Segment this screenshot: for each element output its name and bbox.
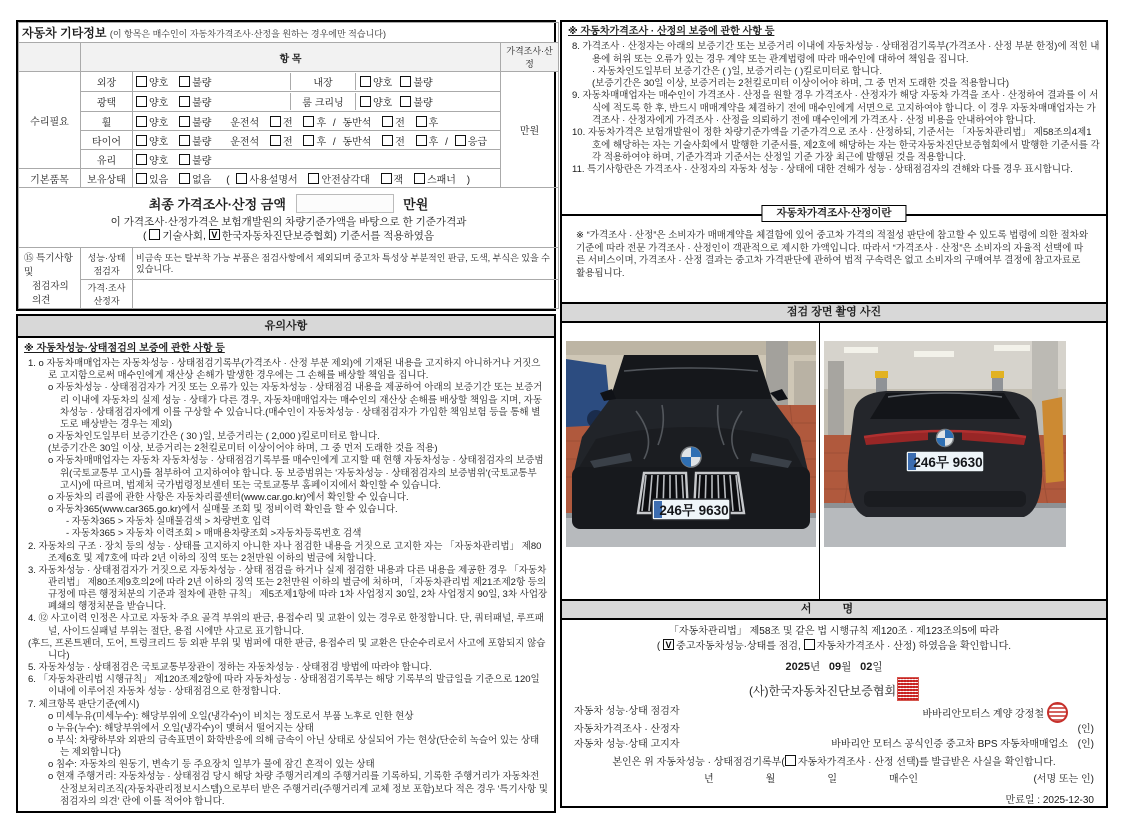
room-cleaning-label: 룸 크리닝	[290, 93, 356, 110]
tire-driver-front-checkbox[interactable]	[270, 135, 281, 146]
checkbox-label: 양호	[149, 155, 169, 167]
note-line: 6. 「자동차관리법 시행규칙」 제120조제2항에 따라 자동차성능 · 상태점검기록부는 해당 기록부의 발급일을 기준으로 120일 이내에 이루어진 자동차 성능 · 상태점검으로 한정합니다.	[28, 674, 540, 698]
final-price-input[interactable]	[296, 194, 394, 213]
checkbox-label: 불량	[413, 78, 433, 89]
note-line: 2. 자동차의 구조 · 장치 등의 성능 · 상태를 고지하지 아니한 자나 점검한 내용을 거짓으로 고지한 자는 「자동차관리법」 제80조제6호 및 제7호에 따라 2년 이하의 징역 또는 2천만원 이하의 벌금에 처합니다.	[28, 540, 542, 564]
checkbox-label: 전	[395, 117, 405, 129]
room-good-checkbox[interactable]	[360, 96, 371, 107]
interior-bad-checkbox[interactable]	[400, 76, 411, 87]
front-plate-number: 246무 9630	[658, 503, 729, 518]
inspection-photos	[562, 323, 1106, 599]
final-price-label: 최종 가격조사·산정 금액	[148, 197, 286, 212]
checkbox-label: 불량	[192, 136, 212, 148]
note-line: 3. 자동차성능 · 상태점검자가 거짓으로 자동차성능 · 상태 점검을 하거나 실제 점검한 내용과 다른 내용을 제공한 경우 「자동차관리법」 제80조제9호의2에 따라 2년 이하의 징역 또는 2천만원 이하의 벌금에 처하며, 「자동차관리법 제21조제2항 등의 규정에 따른 행정처분의 기준과 절차에 관한 규칙」 제5조제1항에 따라 1차 사업정지 30일, 2차 사업정지 90일, 3차 사업장 폐쇄의 행정처분을 받습니다.	[28, 564, 548, 613]
checkbox-label: 양호	[373, 78, 393, 89]
signature-law-line: 「자동차관리법」 제58조 및 같은 법 시행규칙 제120조 · 제123조의5에 따라	[668, 626, 1000, 637]
appraiser-opinion-text	[133, 280, 559, 309]
driver-seat-label: 운전석	[230, 136, 260, 148]
wheel-passenger-rear-checkbox[interactable]	[416, 116, 427, 127]
notifier-row	[574, 738, 1094, 753]
organization-name: (사)한국자동차진단보증협회	[748, 684, 897, 698]
spanner-checkbox[interactable]	[414, 173, 425, 184]
note-line: o 침수: 자동차의 원동기, 변속기 등 주요장치 일부가 물에 잠긴 흔적이 있는 상태	[48, 759, 375, 771]
price-guarantee-section	[562, 22, 1106, 216]
tire-label: 타이어	[81, 131, 133, 150]
checkbox-label: 불량	[192, 78, 212, 89]
checkbox-label: 전	[395, 136, 405, 148]
passenger-seat-label: 동반석	[342, 136, 372, 148]
checkbox-label: 응급	[467, 136, 488, 148]
wheel-row	[133, 112, 501, 131]
checkbox-label: 사용설명서	[249, 174, 298, 186]
performance-checked-checkbox-icon[interactable]	[663, 639, 674, 650]
triangle-checkbox[interactable]	[308, 173, 319, 184]
org-seal-stamp-icon	[897, 677, 919, 701]
inspector-row	[574, 702, 1094, 723]
vehicle-extra-info-table	[16, 20, 556, 311]
note-line: o 자동차365(www.car365.go.kr)에서 실매물 조회 및 정비이력 확인을 할 수 있습니다.	[48, 504, 398, 516]
price-guarantee-subheader: ※ 자동차가격조사 · 산정의 보증에 관한 사항 등	[568, 26, 775, 37]
note-line: o 미세누유(미세누수): 해당부위에 오일(냉각수)이 비치는 정도로서 부품 노후로 인한 현상	[48, 710, 414, 722]
exterior-good-checkbox[interactable]	[136, 76, 147, 87]
interior-label: 내장	[290, 73, 356, 90]
polish-label: 광택	[81, 92, 133, 112]
checkbox-label: 스패너	[426, 174, 456, 186]
wheel-label: 휠	[81, 112, 133, 131]
left-column	[16, 20, 556, 813]
inspector-opinion-label: 성능·상태점검자	[81, 248, 133, 280]
tech-society-checkbox[interactable]	[149, 229, 160, 240]
checkbox-label: 후	[428, 117, 439, 129]
note-line: 8. 가격조사 · 산정자는 아래의 보증기간 또는 보증거리 이내에 자동차성능 · 상태점검기록부(가격조사 · 산정 부분 한정)에 적힌 내용에 허위 또는 오류가 있는 경우 계약 또는 관계법령에 따라 매수인에 대하여 책임을 집니다.	[572, 41, 1100, 65]
cautions-box	[16, 314, 556, 813]
buyer-month-label: 월	[765, 774, 776, 785]
organization-line	[574, 677, 1094, 702]
polish-bad-checkbox[interactable]	[179, 96, 190, 107]
final-price-cell	[19, 188, 559, 248]
checkbox-label: 양호	[149, 136, 169, 148]
paren: (	[656, 641, 664, 652]
wheel-good-checkbox[interactable]	[136, 116, 147, 127]
confirm-text: )를 발급받은 사실을 확인합니다.	[915, 757, 1056, 768]
front-license-plate	[652, 499, 730, 520]
right-column	[560, 20, 1108, 808]
checkbox-label: 없음	[192, 174, 212, 186]
tire-emergency-checkbox[interactable]	[455, 135, 466, 146]
buyer-year-label: 년	[704, 774, 714, 785]
price-amount-cell: 만원	[501, 72, 559, 188]
wheel-bad-checkbox[interactable]	[179, 116, 190, 127]
have-checkbox[interactable]	[136, 173, 147, 184]
kada-checked-checkbox-icon[interactable]	[209, 229, 220, 240]
cautions-lines	[24, 358, 548, 808]
header-item: 항 목	[81, 43, 501, 72]
basic-items-label: 기본품목	[19, 169, 81, 188]
cautions-header: 유의사항	[18, 316, 554, 338]
checkbox-label: 양호	[373, 98, 393, 109]
tire-bad-checkbox[interactable]	[179, 135, 190, 146]
appraiser-row	[574, 723, 1094, 738]
special-notes-label: ⑮ 특기사항 및 점검자의 의견	[19, 248, 81, 309]
tire-passenger-front-checkbox[interactable]	[382, 135, 393, 146]
header-price-column: 가격조사·산정	[501, 43, 559, 72]
appraiser-opinion-label: 가격·조사산정자	[81, 280, 133, 309]
paren: )	[466, 174, 471, 186]
checkbox-label: 기술사회,	[162, 230, 209, 242]
front-photo-cell	[562, 323, 820, 599]
note-line: 11. 특기사항란은 가격조사 · 산정자의 자동차 성능 · 상태에 대한 견해가 성능 · 상태점검자의 견해와 다를 경우 표시합니다.	[572, 164, 1073, 176]
checkbox-label: 자동차가격조사 · 산정 선택	[797, 757, 916, 768]
manual-checkbox[interactable]	[236, 173, 247, 184]
checkbox-label: 한국자동차진단보증협회) 기준서를 적용하였음	[221, 230, 435, 242]
tire-row	[133, 131, 501, 150]
jack-checkbox[interactable]	[381, 173, 392, 184]
notifier-row-label: 자동차 성능·상태 고지자	[574, 738, 680, 750]
note-line: (보증기간은 30일 이상, 보증거리는 2천킬로미터 이상이어야 하며, 그 중 먼저 도래한 것을 적용합니다)	[592, 78, 1010, 90]
signature-check-line	[574, 639, 1094, 654]
price-definition-text: ※ “가격조사 · 산정”은 소비자가 매매계약을 체결함에 있어 중고차 가격의 적절성 판단에 참고할 수 있도록 법령에 의한 절차와 기준에 따라 전문 가격조사 · 산정인이 객관적으로 제시한 가액입니다. 따라서 “가격조사 · 산정”은 소비자의 자율적 선택에 따른 서비스이며, 가격조사 · 산정 결과는 중고차 가격판단에 관하여 법적 구속력은 없고 소비자의 구매여부 결정에 참고자료로 활용됩니다.	[576, 230, 1088, 279]
right-box	[560, 20, 1108, 808]
note-line: o 누유(누수): 해당부위에서 오일(냉각수)이 맺혀서 떨어지는 상태	[48, 722, 314, 734]
rear-license-plate	[906, 451, 984, 472]
note-line: · 자동차인도일부터 보증기간은 ( )일, 보증거리는 ( )킬로미터로 합니다.	[592, 65, 882, 77]
passenger-seat-label: 동반석	[342, 117, 372, 129]
inspection-photos-header: 점검 장면 촬영 사진	[562, 302, 1106, 323]
glass-label: 유리	[81, 150, 133, 169]
checkbox-label: 후	[316, 117, 327, 129]
checkbox-label: 불량	[192, 98, 212, 109]
appraiser-row-label: 자동차가격조사 · 산정자	[574, 724, 680, 735]
checkbox-label: 양호	[149, 117, 169, 129]
note-line: 9. 자동차매매업자는 매수인이 가격조사 · 산정을 원할 경우 가격조사 · 산정자가 해당 자동차 가격을 조사 · 산정하여 결과를 이 서식에 적도록 한 후, 반드시 매매계약을 체결하기 전에 매수인에게 서면으로 고지하여야 합니다. 이 경우 자동차매매업자는 가격조사 · 산정자에게 가격조사 · 산정을 의뢰하기 전에 매수인에게 가격조사 · 산정 비용을 안내하여야 합니다.	[572, 90, 1099, 127]
basic-items-row	[133, 169, 501, 188]
polish-row	[133, 92, 501, 112]
rear-photo-cell	[820, 323, 1106, 599]
checkbox-label: 후	[316, 136, 327, 148]
driver-seat-label: 운전석	[230, 117, 260, 129]
price-appraisal-checkbox[interactable]	[804, 639, 815, 650]
slash: /	[332, 117, 336, 129]
price-basis-line2	[19, 229, 558, 243]
bmw-roundel-rear	[937, 430, 954, 447]
note-line: 4. ⑫ 사고이력 인정은 사고로 자동차 주요 골격 부위의 판금, 용접수리 및 교환이 있는 경우로 한정합니다. 단, 쿼터패널, 루프패널, 사이드실패널 부위는 절단, 용접 시에만 사고로 표기합니다.	[28, 613, 544, 637]
note-line: 5. 자동차성능 · 상태점검은 국토교통부장관이 정하는 자동차성능 · 상태점검 방법에 따라야 합니다.	[28, 662, 432, 674]
confirm-text: 본인은 위 자동차성능 · 상태점검기록부(	[612, 757, 785, 768]
price-guarantee-lines	[568, 41, 1100, 176]
interior-good-checkbox[interactable]	[360, 76, 371, 87]
buyer-sign-label: (서명 또는 인)	[1033, 774, 1094, 785]
checkbox-label: 불량	[413, 98, 433, 109]
rear-photo	[824, 341, 1066, 547]
inspector-row-label: 자동차 성능·상태 점검자	[574, 706, 680, 718]
slash: /	[332, 136, 336, 148]
buyer-day-label: 일	[827, 774, 838, 785]
checkbox-label: 후	[428, 136, 439, 148]
note-line: (후드, 프론트펜더, 도어, 트렁크리드 등 외판 부위 및 범퍼에 대한 판금, 용접수리 및 교환은 단순수리로서 사고에 포함되지 않습니다)	[28, 637, 546, 661]
polish-good-checkbox[interactable]	[136, 96, 147, 107]
wheel-driver-front-checkbox[interactable]	[270, 116, 281, 127]
nothave-checkbox[interactable]	[179, 173, 190, 184]
exterior-label: 외장	[81, 72, 133, 92]
seal-suffix: (인)	[1077, 724, 1094, 735]
final-price-unit: 만원	[403, 197, 429, 212]
inspector-opinion-text: 비금속 또는 탈부착 가능 부품은 점검사항에서 제외되며 중고차 특성상 부분적인 판금, 도색, 부식은 있을 수 있습니다.	[133, 248, 559, 280]
checkbox-label: 전	[282, 136, 293, 148]
glass-row	[133, 150, 501, 169]
note-line: o 자동차인도일부터 보증기간은 ( 30 )일, 보증거리는 ( 2,000 )킬로미터로 합니다.	[48, 431, 380, 443]
wheel-passenger-front-checkbox[interactable]	[382, 116, 393, 127]
room-bad-checkbox[interactable]	[400, 96, 411, 107]
table-title-note: (이 항목은 매수인이 자동차가격조사·산정을 원하는 경우에만 적습니다)	[109, 29, 386, 39]
signature-section	[562, 620, 1106, 806]
buyer-confirm-line	[574, 755, 1094, 770]
price-basis-line1: 이 가격조사·산정가격은 보험개발원의 차량기준가액을 바탕으로 한 기준가격과	[110, 216, 467, 228]
glass-good-checkbox[interactable]	[136, 154, 147, 165]
note-line: 10. 자동차가격은 보험개발원이 정한 차량기준가액을 기준가격으로 조사 · 산정하되, 기준서는 「자동차관리법」 제58조의4제1호에 해당하는 자는 기술사회에서 발행한 기준서를, 제2호에 해당하는 자는 한국자동차진단보증협회에서 발행한 기준서를 각각 적용하여야 하며, 기준가격과 기준서는 산정일 기준 가장 최근에 발행된 것을 적용합니다.	[572, 127, 1100, 163]
header-empty	[19, 43, 81, 72]
note-line: o 자동차성능 · 상태점검자가 거짓 또는 오류가 있는 자동차성능 · 상태점검 내용을 제공하여 아래의 보증기간 또는 보증거리 이내에 자동차의 실제 성능 · 상태가 다른 경우, 자동차매매업자는 매수인의 재산상 손해를 배상할 책임을 지며, 자동차성능 · 상태점검자에게 이를 구상할 수 있습니다.(매수인이 자동차성능 · 상태점검자가 가입한 책임보험 등을 통해 별도로 배상받는 경우는 제외)	[48, 382, 543, 430]
checkbox-label: 안전삼각대	[321, 174, 370, 186]
price-definition-section	[562, 207, 1106, 302]
glass-bad-checkbox[interactable]	[179, 154, 190, 165]
cautions-subheader: ※ 자동차성능·상태점검의 보증에 관한 사항 등	[24, 343, 225, 354]
tire-driver-rear-checkbox[interactable]	[303, 135, 314, 146]
checkbox-label: 양호	[149, 98, 169, 109]
inspector-seal-stamp-icon	[1047, 702, 1068, 723]
buyer-date-line	[574, 773, 1094, 787]
signature-date: 2025년 09월 02일	[785, 661, 883, 673]
tire-passenger-rear-checkbox[interactable]	[416, 135, 427, 146]
seal-suffix: (인)	[1077, 738, 1094, 750]
checkbox-label: 불량	[192, 155, 212, 167]
price-definition-title: 자동차가격조사·산정이란	[761, 205, 906, 222]
note-line: (보증기간은 30일 이상, 보증거리는 2천킬로미터 이상이어야 하며, 그 중 먼저 도래한 것을 적용)	[48, 443, 438, 455]
front-photo	[566, 341, 816, 547]
exterior-row	[133, 72, 501, 92]
table-title: 자동차 기타정보	[22, 26, 107, 40]
notifier-name: 바바리안 모터스 공식인증 중고차 BPS 자동차매매업소	[831, 738, 1068, 750]
tire-good-checkbox[interactable]	[136, 135, 147, 146]
bmw-roundel-front	[681, 447, 701, 467]
inspector-name: 바바리안모터스 계양 강정철	[922, 709, 1044, 720]
note-line: - 자동차365 > 자동차 이력조회 > 매매용차량조회 >자동차등록번호 검색	[66, 528, 362, 540]
note-line: 7. 체크항목 판단기준(예시)	[28, 698, 140, 710]
slash: /	[445, 136, 448, 148]
note-line: o 현재 주행거리: 자동차성능 · 상태점검 당시 해당 차량 주행거리계의 주행거리를 기록하되, 기록한 주행거리가 자동차전산정보처리조직(자동차관리정보시스템)으로부터 받은 주행거리(주행거리계 교체 정보 포함)보다 적은 경우 '특기사항 및 점검자의 의견' 란에 이를 적어야 합니다.	[48, 771, 548, 807]
checkbox-label: 중고자동차성능·상태를 점검,	[676, 641, 804, 652]
paren: (	[142, 230, 150, 242]
checkbox-label: 양호	[149, 78, 169, 89]
checkbox-label: 전	[282, 117, 293, 129]
checkbox-label: 불량	[192, 117, 212, 129]
note-line: o 부식: 차량하부와 외판의 금속표면이 화학반응에 의해 금속이 아닌 상태로 상실되어 가는 현상(단순히 녹슬어 있는 상태는 제외합니다)	[48, 735, 540, 759]
checkbox-label: 자동차가격조사 · 산정) 하였음을 확인합니다.	[816, 641, 1012, 652]
checkbox-label: 있음	[149, 174, 169, 186]
checkbox-label: 잭	[393, 174, 404, 186]
exterior-bad-checkbox[interactable]	[179, 76, 190, 87]
confirm-price-appraisal-checkbox[interactable]	[785, 755, 796, 766]
note-line: 1. o 자동차매매업자는 자동차성능 · 상태점검기록부(가격조사 · 산정 부분 제외)에 기재된 내용을 고지하지 아니하거나 거짓으로 고지함으로써 매수인에게 재산상 손해가 발생한 경우에는 그 손해를 배상할 책임을 집니다.	[28, 358, 541, 382]
note-line: - 자동차365 > 자동차 실매물검색 > 차량번호 입력	[66, 516, 271, 528]
hold-status-label: 보유상태	[81, 169, 133, 188]
note-line: o 자동차의 리콜에 관한 사항은 자동차리콜센터(www.car.go.kr)에서 확인할 수 있습니다.	[48, 491, 409, 503]
signature-header: 서 명	[562, 599, 1106, 620]
paren: (	[226, 174, 230, 186]
buyer-label: 매수인	[889, 774, 918, 785]
note-line: o 자동차매매업자는 자동차 자동차성능 · 상태점검기록부를 매수인에게 고지할 때 현행 자동차성능 · 상태점검자의 보증범위(국토교통부 고시)를 첨부하여 고지하여야 합니다. 동 보증범위는 '자동차성능 · 상태점검자의 보증범위'(국토교통부 고시)에 따르며, 법제처 국가법령정보센터 또는 국토교통부 홈페이지에서 확인할 수 있습니다.	[48, 455, 544, 491]
table-title-row	[19, 23, 559, 43]
expiry-date: 만료일 : 2025-12-30	[1005, 795, 1094, 806]
repair-need-label: 수리필요	[19, 72, 81, 169]
rear-plate-number: 246무 9630	[913, 455, 983, 470]
wheel-driver-rear-checkbox[interactable]	[303, 116, 314, 127]
